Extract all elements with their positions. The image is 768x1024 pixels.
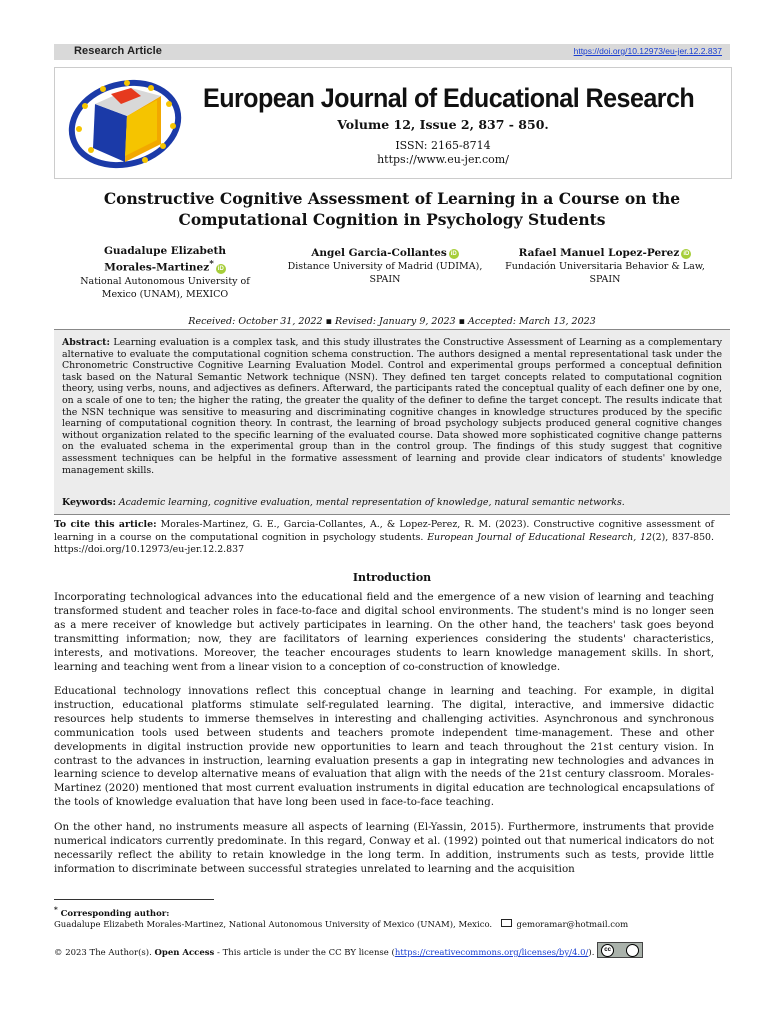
journal-issn: ISSN: 2165-8714 [395,139,491,152]
author-2-name-wrap [280,247,490,260]
journal-volume: Volume 12, Issue 2, 837 - 850. [337,117,549,132]
intro-paragraph-1: Incorporating technological advances into the educational field and the emergence of a new vision of learning and teaching transformed student and teacher roles in face-to-face and digital school environments. The student's mind is no longer seen as a mere receiver of knowledge but actively participates in learning. On the other hand, the teachers' task goes beyond transmitting information; now, they are facilitators of learning experiences considering the students' characteristics, interests, and motivations. Moreover, the teacher encourages students to learn knowledge management skills. In short, learning and teaching went from a linear vision to a conception of co-construction of knowledge. [54,591,714,673]
author-3-affiliation-line2: SPAIN [589,274,621,285]
cc-by-license-icon [597,942,643,958]
article-dates: Received: October 31, 2022 ▪ Revised: January 9, 2023 ▪ Accepted: March 13, 2023 [188,316,596,327]
author-1-name-line2: Morales-Martinez [104,261,210,274]
email-icon [501,919,512,927]
author-1-corresponding-mark: * [209,259,214,269]
license-link[interactable]: https://creativecommons.org/licenses/by/4.0/ [394,948,589,958]
journal-header [54,67,732,179]
abstract-box [54,329,730,491]
author-2-affiliation-line2: SPAIN [369,274,401,285]
orcid-icon[interactable]: iD [450,251,457,257]
doi-link[interactable]: https://doi.org/10.12973/eu-jer.12.2.837 [573,46,722,56]
corresponding-author-text: Guadalupe Elizabeth Morales-Martinez, National Autonomous University of Mexico (UNAM), Mexico. [54,920,493,930]
citation-label: To cite this article: [54,519,157,530]
introduction-heading: Introduction [352,571,432,584]
author-3 [495,247,715,286]
author-3-affiliation-line1: Fundación Universitaria Behavior & Law, [505,261,705,272]
article-title-line1: Constructive Cognitive Assessment of Learning in a Course on the [103,189,681,208]
cc-badge-text: cc [601,944,614,957]
corresponding-author-label: Corresponding author: [60,908,170,919]
author-1-name-line1: Guadalupe Elizabeth [103,245,227,257]
license-suffix: ). [588,948,595,958]
author-1-name-line2-wrap [70,258,260,275]
citation-journal: European Journal of Educational Research, 12 [427,531,652,543]
open-access-label: Open Access [154,948,215,958]
author-2-affiliation-line1: Distance University of Madrid (UDIMA), [287,261,483,272]
orcid-icon[interactable]: iD [683,251,690,257]
author-1 [70,245,260,301]
article-title-line2: Computational Cognition in Psychology Students [178,210,606,229]
author-1-affiliation-line1: National Autonomous University of [80,275,250,287]
intro-paragraph-3: On the other hand, no instruments measure all aspects of learning (El-Yassin, 2015). Furthermore, instruments that provide numerical indicators currently predominate. In this regard, Conway et al. (1992) pointed out that numerical indicators do not necessarily reflect the ability to retain knowledge in the long term. In addition, instruments such as tests, provide little information to discriminate between successful strategies unrelated to learning and the acquisition [54,821,714,875]
article-title [54,188,730,230]
copyright-text: © 2023 The Author(s). [54,948,152,958]
journal-title: European Journal of Educational Research [203,83,695,113]
citation-text-a: Morales-Martinez, G. E., Garcia-Collantes, A., & Lopez-Perez, R. M. (2023). Constructive cognitive assessment of learning in a course on the computational cognition in psychology students. [54,519,714,543]
footnote-mark: * [54,905,58,914]
keywords-label: Keywords: [62,497,116,508]
article-type-label: Research Article [74,45,163,57]
footnote-divider [54,899,214,900]
abstract-text: Learning evaluation is a complex task, and this study illustrates the Constructive Assessment of Learning as a complementary alternative to evaluate the computational cognition schema construction. The authors designed a mental representational task under the Chronometric Constructive Cognitive Learning Evaluation Model. Control and experimental groups performed a conceptual definition task based on the Natural Semantic Network technique (NSN). They defined ten target concepts related to computational cognition theory, using verbs, nouns, and adjectives as definers. Afterward, the participants rated the conceptual quality of each definer one by one, on a scale of one to ten; the higher the rating, the greater the quality of the definer to define the target concept. The results indicate that the NSN technique was sensitive to measuring and discriminating cognitive changes in knowledge structures produced by the specific learning of computational cognition theory. In contrast, the learning of broad psychology subjects produced general cognitive changes without organization related to the specific learning of the evaluated course. Data showed more sophisticated cognitive change patterns on the evaluated schema in the experimental group than in the control group. The findings of this study suggest that cognitive assessment techniques can be helpful in the formative assessment of learning and provide clear indicators of students' knowledge management skills. [62,337,723,476]
keywords-box [54,491,730,515]
keywords-text: Academic learning, cognitive evaluation, mental representation of knowledge, natural semantic networks. [118,497,625,508]
license-middle-text: - This article is under the CC BY license ( [217,948,395,958]
author-3-name: Rafael Manuel Lopez-Perez [518,247,680,259]
citation [54,519,714,557]
intro-paragraph-2: Educational technology innovations reflect this conceptual change in learning and teaching. For example, in digital instruction, educational platforms stimulate self-regulated learning. The digital, interactive, and immersive didactic resources help students to immerse themselves in interesting and challenging activities. Asynchronous and synchronous communication tools used between students and teachers promote independent time-management. These and other developments in digital instruction provide new opportunities to learn and teach throughout the 21st century vision. In contrast to the advances in instruction, learning evaluation presents a gap in integrating new technologies and advances in learning science to develop alternative means of evaluation that align with the needs of the 21st century classroom. Morales-Martinez (2020) mentioned that most current evaluation instruments in digital education are technological encapsulations of the tools of knowledge evaluation that have long been used in face-to-face teaching. [54,685,714,809]
article-type-bar [54,44,730,60]
author-2-name: Angel Garcia-Collantes [311,247,447,259]
orcid-icon[interactable]: iD [217,265,224,272]
corresponding-author-email[interactable]: gemoramar@hotmail.com [516,920,629,930]
license-line [54,942,643,958]
author-1-affiliation-line2: Mexico (UNAM), MEXICO [101,288,229,300]
author-3-name-wrap [495,247,715,260]
corresponding-author-label-wrap [54,905,169,919]
citation-text-b: (2), 837-850. https://doi.org/10.12973/eu-jer.12.2.837 [54,531,714,555]
corresponding-author-text-wrap [54,919,628,930]
journal-url[interactable]: https://www.eu-jer.com/ [377,153,509,166]
by-person-icon [626,944,639,957]
abstract-label: Abstract: [62,337,110,348]
author-2 [280,247,490,286]
